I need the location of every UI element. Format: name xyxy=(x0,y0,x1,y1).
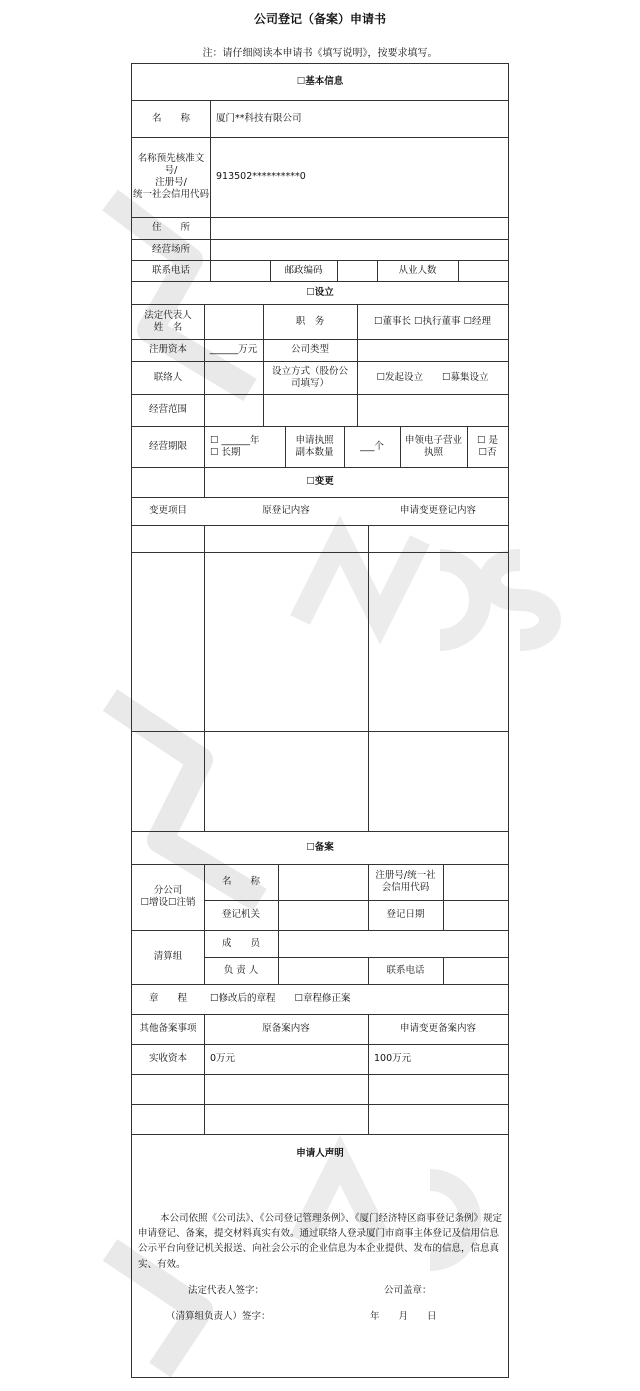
branch-name-label: 名 称 xyxy=(221,876,260,888)
postcode-label: 邮政编码 xyxy=(284,264,323,276)
paid-capital-label: 实收资本 xyxy=(148,1053,187,1065)
section-filing: ☐备案 xyxy=(306,841,334,853)
branch-title: 分公司 xyxy=(153,885,183,897)
paid-capital-original[interactable]: 0万元 xyxy=(210,1053,236,1065)
sign-date: 年 月 日 xyxy=(370,1311,437,1323)
reg-date-label: 登记日期 xyxy=(386,909,425,921)
setup-method-label: 设立方式（股份公司填写） xyxy=(271,365,348,389)
setup-method-options[interactable]: ☐发起设立 ☐募集设立 xyxy=(376,371,489,383)
e-license-no[interactable]: ☐否 xyxy=(478,446,497,458)
company-type-label: 公司类型 xyxy=(290,344,329,356)
change-requested-header: 申请变更登记内容 xyxy=(399,505,476,517)
e-license-yes[interactable]: ☐ 是 xyxy=(476,434,499,446)
filing-original-header: 原备案内容 xyxy=(262,1023,310,1035)
capital-label: 注册资本 xyxy=(148,344,187,356)
change-original-header: 原登记内容 xyxy=(262,505,310,517)
business-term-label: 经营期限 xyxy=(148,440,187,452)
section-declaration: 申请人声明 xyxy=(296,1148,344,1160)
liquidation-label: 清算组 xyxy=(153,951,183,963)
term-years-option[interactable]: ☐ ______年 xyxy=(210,434,260,446)
application-form xyxy=(131,63,509,1378)
liquidation-signature-label: （清算组负责人）签字： xyxy=(166,1311,271,1323)
credit-code-label: 统一社会信用代码 xyxy=(132,188,209,200)
precheck-label: 名称预先核准文号/ xyxy=(137,153,205,177)
branch-regno-label: 注册号/统一社会信用代码 xyxy=(375,870,436,893)
authority-label: 登记机关 xyxy=(221,909,260,921)
phone-label: 联系电话 xyxy=(151,264,190,276)
section-setup: ☐设立 xyxy=(306,286,334,298)
form-note: 注：请仔细阅读本申请书《填写说明》，按要求填写。 xyxy=(202,48,438,59)
paid-capital-new[interactable]: 100万元 xyxy=(374,1053,412,1065)
other-filing-label: 其他备案事项 xyxy=(139,1023,197,1035)
capital-value[interactable]: ______万元 xyxy=(209,344,258,356)
e-license-label: 申领电子营业执照 xyxy=(404,434,462,458)
charter-options[interactable]: ☐修改后的章程 ☐章程修正案 xyxy=(210,993,351,1005)
section-basic-info: ☐基本信息 xyxy=(296,76,344,88)
form-title: 公司登记（备案）申请书 xyxy=(253,12,386,26)
business-scope-label: 经营范围 xyxy=(148,404,187,416)
position-label: 职 务 xyxy=(295,315,325,327)
business-term-options[interactable] xyxy=(204,426,291,467)
branch-label xyxy=(132,864,204,930)
regno-label: 注册号/ xyxy=(155,177,187,188)
registration-number-label xyxy=(132,137,210,217)
change-item-header: 变更项目 xyxy=(148,505,187,517)
position-options[interactable]: ☐董事长 ☐执行董事 ☐经理 xyxy=(373,315,492,327)
e-license-options[interactable] xyxy=(467,426,508,467)
company-seal-label: 公司盖章： xyxy=(384,1285,432,1297)
company-name-label: 名 称 xyxy=(151,112,190,124)
term-long-option[interactable]: ☐ 长期 xyxy=(210,446,241,458)
liquidation-phone-label: 联系电话 xyxy=(386,964,425,976)
branch-options[interactable]: ☐增设☐注销 xyxy=(140,897,196,908)
address-label: 住 所 xyxy=(151,222,190,234)
employees-label: 从业人数 xyxy=(398,264,437,276)
liquidation-leader-label: 负 责 人 xyxy=(223,964,259,976)
legal-rep-label: 法定代表人姓 名 xyxy=(144,309,192,333)
declaration-text: 本公司依照《公司法》、《公司登记管理条例》、《厦门经济特区商事登记条例》规定申请登记、备案，提交材料真实有效。通过联络人登录厦门市商事主体登记及信用信息公示平台向登记机关报送、向社会公示的企业信息为本企业提供、发布的信息，信息真实、有效。 xyxy=(138,1213,503,1270)
liquidation-member-label: 成 员 xyxy=(221,937,260,949)
business-place-label: 经营场所 xyxy=(151,243,190,255)
company-name-value[interactable]: 厦门**科技有限公司 xyxy=(216,112,302,124)
filing-requested-header: 申请变更备案内容 xyxy=(399,1023,476,1035)
charter-label: 章 程 xyxy=(148,993,187,1005)
contact-label: 联络人 xyxy=(153,371,183,383)
section-change: ☐变更 xyxy=(306,476,334,488)
registration-number-value[interactable]: 913502**********0 xyxy=(216,171,306,183)
license-copies-label: 申请执照副本数量 xyxy=(295,434,334,458)
license-copies-value[interactable]: ___个 xyxy=(360,440,384,452)
rep-signature-label: 法定代表人签字： xyxy=(188,1285,265,1297)
